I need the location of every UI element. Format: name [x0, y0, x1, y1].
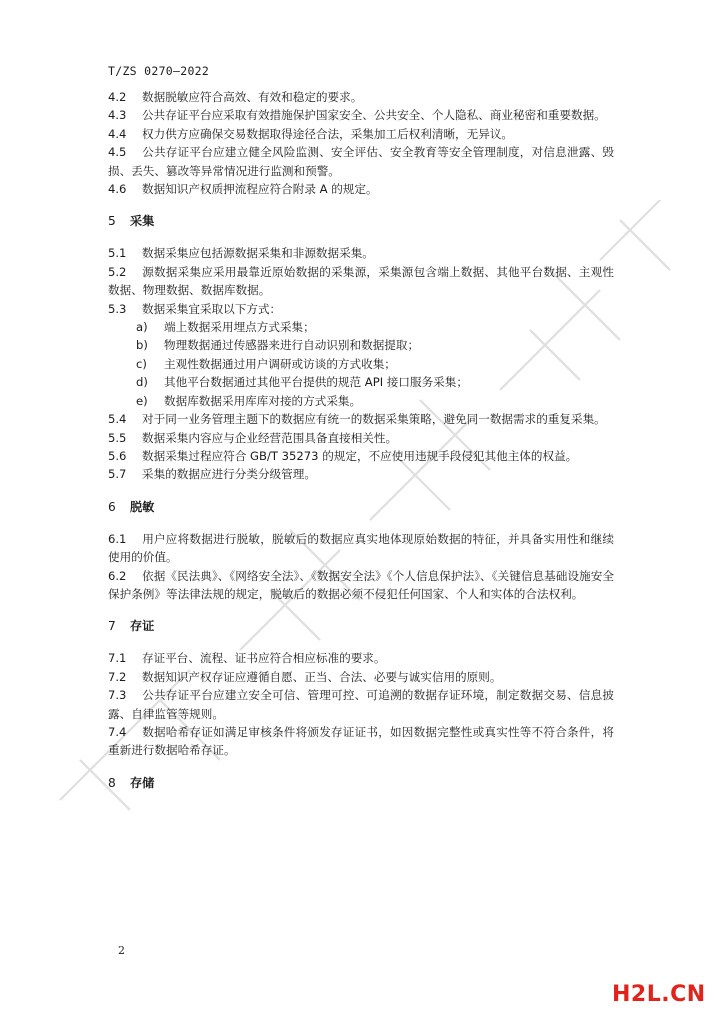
clause-4-4: 4.4 权力供方应确保交易数据取得途径合法，采集加工后权利清晰，无异议。 [108, 126, 514, 141]
list-item-e: e) 数据库数据采用库库对接的方式采集。 [136, 393, 362, 408]
body-content [108, 88, 614, 792]
clause-6-1: 6.1 用户应将数据进行脱敏，脱敏后的数据应真实地体现原始数据的特征，并具备实用性和继续使用的价值。 [108, 531, 614, 565]
clause-7-1: 7.1 存证平台、流程、证书应符合相应标准的要求。 [108, 651, 386, 666]
clause-5-6: 5.6 数据采集过程应符合 GB/T 35273 的规定，不应使用违规手段侵犯其他主体的权益。 [108, 448, 578, 463]
clause-4-5: 4.5 公共存证平台应建立健全风险监测、安全评估、安全教育等安全管理制度，对信息泄露、毁损、丢失、篡改等异常情况进行监测和预警。 [108, 145, 614, 178]
clause-7-4: 7.4 数据哈希存证如满足审核条件将颁发存证证书，如因数据完整性或真实性等不符合条件，将重新进行数据哈希存证。 [108, 724, 614, 758]
clause-7-3: 7.3 公共存证平台应建立安全可信、管理可控、可追溯的数据存证环境，制定数据交易、信息披露、自律监管等规则。 [108, 688, 614, 721]
clause-5-5: 5.5 数据采集内容应与企业经营范围具备直接相关性。 [108, 430, 398, 445]
list-item-a: a) 端上数据采用埋点方式采集； [136, 320, 315, 335]
clause-6-2: 6.2 依据《民法典》、《网络安全法》、《数据安全法》《个人信息保护法》、《关键信息基础设施安全保护条例》等法律法规的规定，脱敏后的数据必须不侵犯任何国家、个人和实体的合法权利。 [108, 568, 614, 601]
clause-5-7: 5.7 采集的数据应进行分类分级管理。 [108, 467, 316, 482]
section-heading-6: 6 脱敏 [108, 499, 155, 514]
logo-brand: H2L [612, 982, 662, 1007]
clause-4-6: 4.6 数据知识产权质押流程应符合附录 A 的规定。 [108, 182, 378, 197]
section-heading-8: 8 存储 [108, 775, 155, 790]
section-heading-5: 5 采集 [108, 214, 155, 229]
page-number: 2 [118, 944, 125, 957]
list-item-d: d) 其他平台数据通过其他平台提供的规范 API 接口服务采集； [136, 375, 468, 390]
clause-4-2: 4.2 数据脱敏应符合高效、有效和稳定的要求。 [108, 90, 363, 104]
clause-5-3: 5.3 数据采集宜采取以下方式： [108, 301, 282, 316]
list-item-b: b) 物理数据通过传感器来进行自动识别和数据提取； [136, 338, 420, 353]
clause-5-2: 5.2 源数据采集应采用最靠近原始数据的采集源，采集源包含端上数据、其他平台数据、主观性数据、物理数据、数据库数据。 [108, 264, 614, 298]
clause-5-1: 5.1 数据采集应包括源数据采集和非源数据采集。 [108, 246, 374, 261]
clause-7-2: 7.2 数据知识产权存证应遵循自愿、正当、合法、必要与诚实信用的原则。 [108, 669, 502, 684]
section-heading-7: 7 存证 [108, 619, 155, 634]
clause-5-4: 5.4 对于同一业务管理主题下的数据应有统一的数据采集策略，避免同一数据需求的重复采集。 [108, 412, 606, 427]
logo-suffix: .CN [661, 982, 706, 1007]
clause-4-3: 4.3 公共存证平台应采取有效措施保护国家安全、公共安全、个人隐私、商业秘密和重要数据。 [108, 108, 606, 123]
site-logo [612, 982, 706, 1007]
list-item-c: c) 主观性数据通过用户调研或访谈的方式收集； [136, 356, 396, 371]
standard-code-header: T/ZS 0270—2022 [108, 64, 210, 78]
